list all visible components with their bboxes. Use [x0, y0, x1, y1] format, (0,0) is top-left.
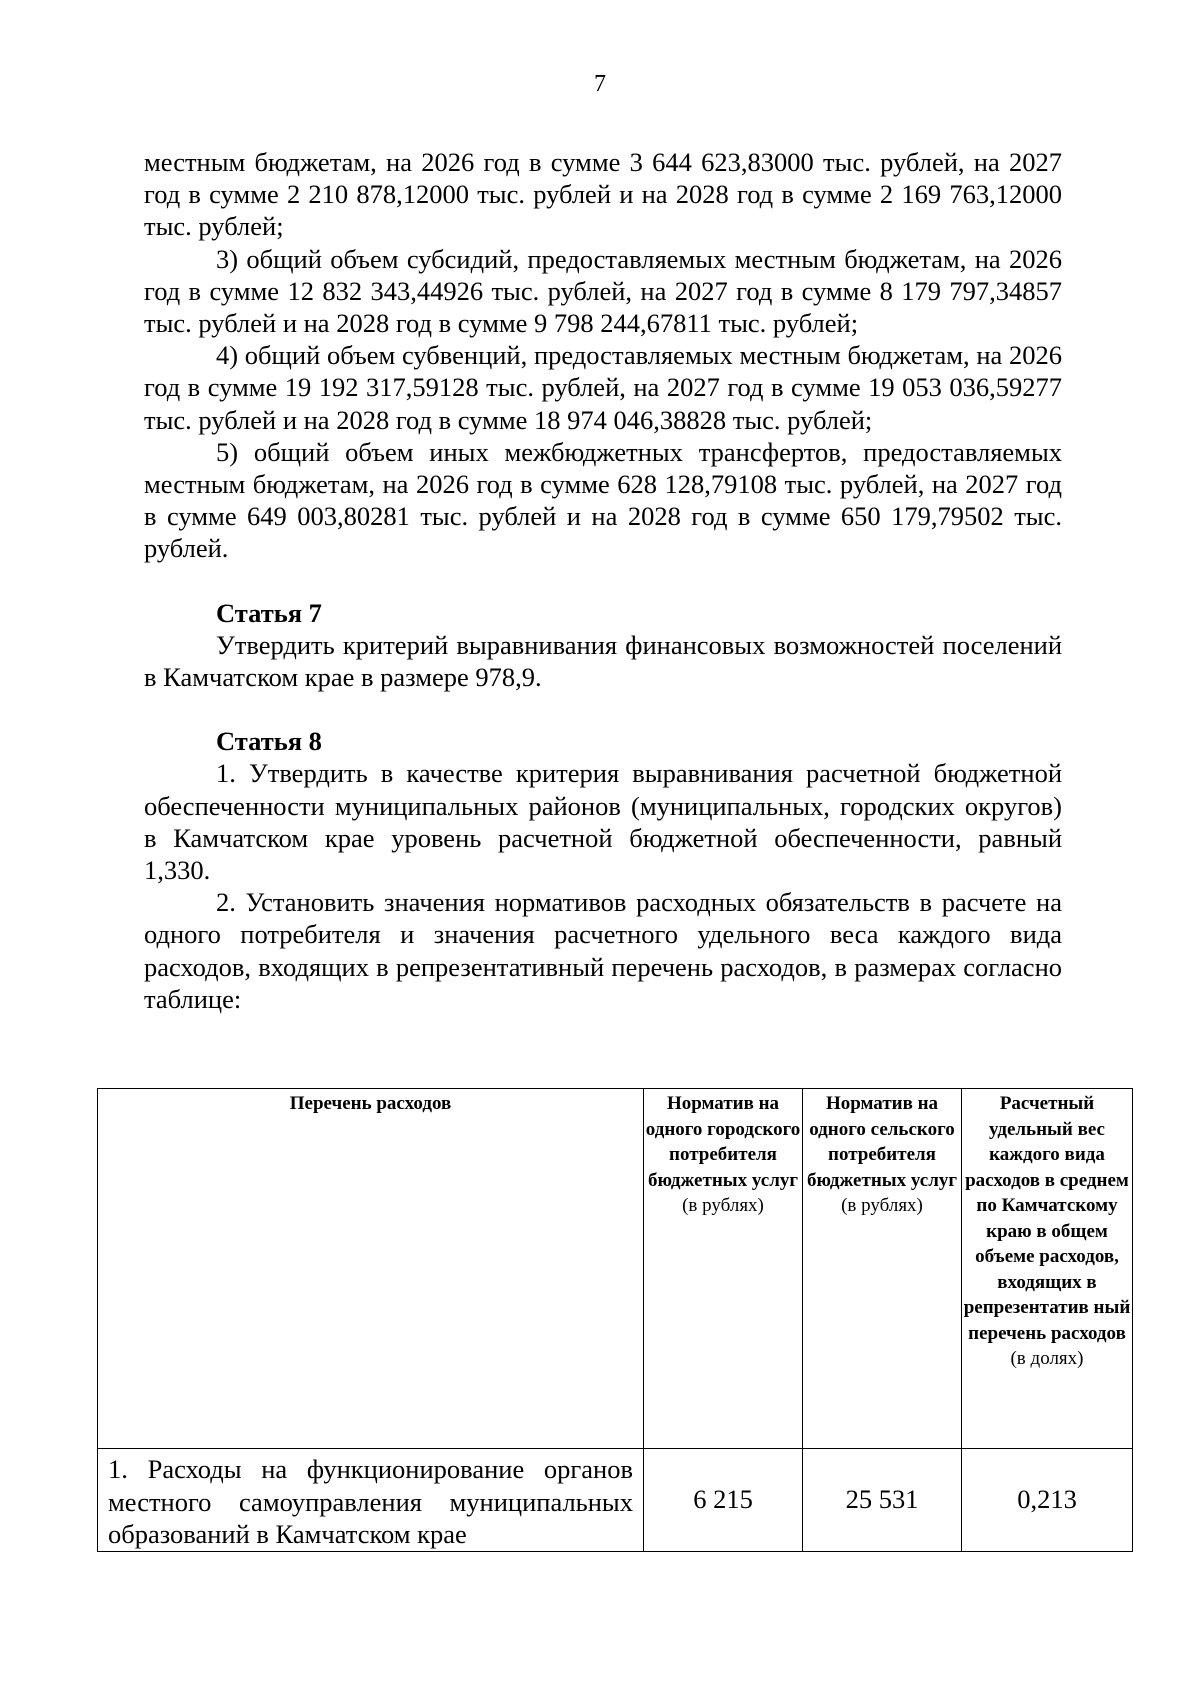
document-body — [144, 146, 1062, 1015]
article-8-item-1: 1. Утвердить в качестве критерия выравнивания расчетной бюджетной обеспеченности муниципальных районов (муниципальных, городских округов) в Камчатском крае уровень расчетной бюджетной обеспеченности, равный 1,330. — [144, 758, 1062, 886]
header-rural-norm-unit: (в рублях) — [841, 1195, 923, 1216]
table-header-row — [98, 1089, 1133, 1449]
header-urban-norm-unit: (в рублях) — [682, 1195, 764, 1216]
header-weight-unit: (в долях) — [1010, 1348, 1084, 1369]
row-expense-name: 1. Расходы на функционирование органов местного самоуправления муниципальных образований в Камчатском крае — [98, 1449, 644, 1552]
paragraph-local-budgets: местным бюджетам, на 2026 год в сумме 3 644 623,83000 тыс. рублей, на 2027 год в сумме 2 210 878,12000 тыс. рублей и на 2028 год в сумме 2 169 763,12000 тыс. рублей; — [144, 147, 1062, 242]
paragraph-subsidies: 3) общий объем субсидий, предоставляемых местным бюджетам, на 2026 год в сумме 12 832 343,44926 тыс. рублей, на 2027 год в сумме 8 179 797,34857 тыс. рублей и на 2028 год в сумме 9 798 244,67811 тыс. рублей; — [144, 243, 1062, 339]
header-rural-norm — [803, 1089, 962, 1449]
header-rural-norm-label: Норматив на одного сельского потребителя бюджетных услуг — [806, 1093, 957, 1191]
table-row — [98, 1449, 1133, 1552]
header-weight — [962, 1089, 1133, 1449]
page-number: 7 — [594, 71, 606, 97]
article-7-title: Статья 7 — [216, 597, 322, 628]
expense-table — [97, 1088, 1133, 1552]
row-rural-norm: 25 531 — [803, 1449, 962, 1552]
header-weight-label: Расчетный удельный вес каждого вида расходов в среднем по Камчатскому краю в общем объеме расходов, входящих в репрезентатив ный перечень расходов — [963, 1093, 1131, 1344]
article-7-text: Утвердить критерий выравнивания финансовых возможностей поселений в Камчатском крае в размере 978,9. — [144, 629, 1062, 693]
header-urban-norm-label: Норматив на одного городского потребителя бюджетных услуг — [645, 1093, 801, 1191]
article-8-title: Статья 8 — [216, 726, 322, 757]
article-8-item-2: 2. Установить значения нормативов расходных обязательств в расчете на одного потребителя и значения расчетного удельного веса каждого вида расходов, входящих в репрезентативный перечень расходов, в размерах согласно таблице: — [144, 887, 1062, 1014]
header-urban-norm — [644, 1089, 803, 1449]
header-expense-list — [98, 1089, 644, 1449]
row-urban-norm: 6 215 — [644, 1449, 803, 1552]
expense-table-wrapper — [97, 1088, 1132, 1552]
paragraph-subventions: 4) общий объем субвенций, предоставляемых местным бюджетам, на 2026 год в сумме 19 192 317,59128 тыс. рублей, на 2027 год в сумме 19 053 036,59277 тыс. рублей и на 2028 год в сумме 18 974 046,38828 тыс. рублей; — [144, 340, 1062, 435]
paragraph-other-transfers: 5) общий объем иных межбюджетных трансфертов, предоставляемых местным бюджетам, на 2026 год в сумме 628 128,79108 тыс. рублей, на 2027 год в сумме 649 003,80281 тыс. рублей и на 2028 год в сумме 650 179,79502 тыс. рублей. — [144, 436, 1062, 564]
row-weight: 0,213 — [962, 1449, 1133, 1552]
header-expense-list-label: Перечень расходов — [289, 1093, 452, 1114]
